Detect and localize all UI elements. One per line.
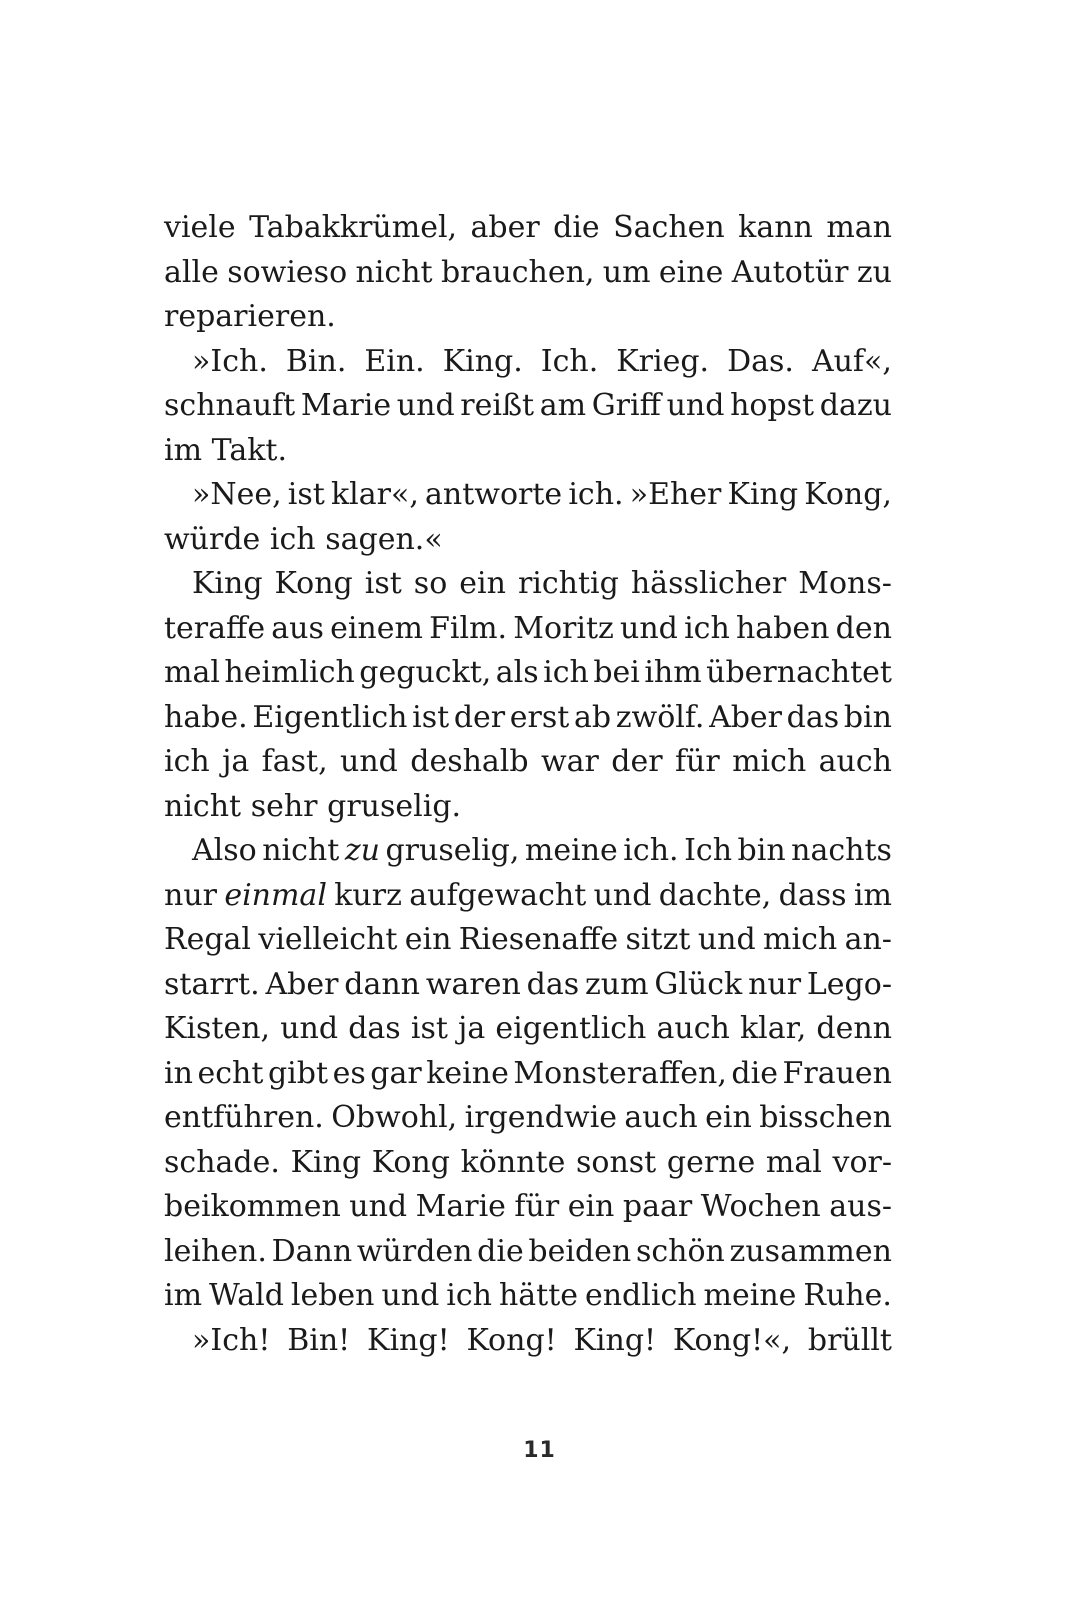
word: ich xyxy=(684,610,730,646)
word: denn xyxy=(816,1011,892,1046)
word: hässlicher xyxy=(630,566,787,601)
word: Autotür xyxy=(731,254,849,290)
text-line xyxy=(164,562,892,607)
word: geguckt, xyxy=(359,655,492,690)
text-line xyxy=(164,696,892,741)
word: vielleicht xyxy=(258,922,398,957)
word: meine xyxy=(524,833,618,868)
word: klar, xyxy=(740,1011,807,1046)
text-line xyxy=(164,340,892,385)
word: paar xyxy=(622,1189,693,1224)
word: und xyxy=(396,388,455,423)
word: ich. xyxy=(568,477,624,512)
word: ich xyxy=(164,744,210,779)
word: dachte, xyxy=(658,877,772,913)
word: Obwohl, xyxy=(331,1100,458,1135)
word: ja xyxy=(222,744,250,779)
word: aus xyxy=(271,610,324,646)
word: hätte xyxy=(498,1278,579,1313)
word: alle xyxy=(164,254,219,290)
page-number: 11 xyxy=(523,1438,556,1463)
word: Takt. xyxy=(211,432,287,468)
word: brüllt xyxy=(807,1322,892,1358)
word: Riesenaffe xyxy=(458,922,619,957)
word: Ich. xyxy=(540,343,599,379)
word: Kong, xyxy=(804,477,892,512)
word: King xyxy=(192,566,263,601)
word: ich xyxy=(446,1278,492,1313)
word: gibt xyxy=(267,1055,329,1091)
text-line xyxy=(164,785,892,830)
word: King! xyxy=(367,1322,450,1358)
word: sitzt xyxy=(625,922,691,957)
word: Monsteraffen, xyxy=(513,1055,727,1091)
word: und xyxy=(697,922,756,957)
word: ich xyxy=(543,655,589,690)
word: die xyxy=(477,1233,524,1269)
word: und xyxy=(349,1189,408,1224)
text-line xyxy=(164,1141,892,1186)
word: es xyxy=(332,1055,366,1091)
word: in xyxy=(164,1055,193,1091)
word: ist xyxy=(364,566,402,601)
word: vor- xyxy=(832,1144,892,1180)
word: Frauen xyxy=(782,1055,892,1091)
word: hopst xyxy=(730,388,815,423)
word: nur xyxy=(164,877,217,913)
word: um xyxy=(602,254,651,290)
word: an- xyxy=(844,922,892,957)
word: habe. xyxy=(164,699,248,735)
word: »Nee, xyxy=(192,477,282,512)
word: Wald xyxy=(209,1278,284,1313)
word: ist xyxy=(410,1011,448,1046)
word: einem xyxy=(330,610,423,646)
word: den xyxy=(835,610,892,646)
word: beiden xyxy=(528,1233,632,1269)
word: das xyxy=(526,966,580,1002)
word: mich xyxy=(763,922,838,957)
word: ein xyxy=(705,1100,752,1135)
word: leihen. xyxy=(164,1233,267,1269)
word: Tabakkrümel, xyxy=(249,210,458,245)
text-line xyxy=(164,874,892,919)
text-line xyxy=(164,1319,892,1364)
word: Lego- xyxy=(806,966,892,1002)
text-line xyxy=(164,518,892,563)
text-line xyxy=(164,473,892,518)
word: gruselig, xyxy=(385,833,520,868)
word: deshalb xyxy=(410,744,529,779)
word: und xyxy=(381,1278,440,1313)
text-line xyxy=(164,651,892,696)
text-line xyxy=(164,206,892,251)
word: im xyxy=(164,1278,203,1313)
text-line xyxy=(164,1007,892,1052)
text-line xyxy=(164,829,892,874)
word: ab xyxy=(573,699,612,735)
word: nicht xyxy=(164,788,242,824)
word: ich. xyxy=(623,833,679,868)
word: irgendwie xyxy=(464,1100,618,1135)
word: keine xyxy=(426,1055,509,1091)
word: mal xyxy=(765,1144,822,1180)
word: schade. xyxy=(164,1144,280,1180)
word: einmal xyxy=(224,877,327,913)
word: zu xyxy=(856,254,892,290)
word: und xyxy=(666,388,725,423)
word: nur xyxy=(748,966,802,1002)
word: eine xyxy=(658,254,724,290)
word: Moritz xyxy=(513,610,614,646)
text-line xyxy=(164,918,892,963)
word: ist xyxy=(412,699,450,735)
word: »Ich. xyxy=(192,343,268,379)
word: dann xyxy=(344,966,420,1002)
word: auch xyxy=(656,1011,730,1046)
word: Kisten, xyxy=(164,1011,271,1046)
word: man xyxy=(826,210,892,245)
word: die xyxy=(553,210,600,245)
word: teraffe xyxy=(164,610,266,646)
word: und xyxy=(280,1011,339,1046)
word: am xyxy=(539,388,587,423)
text-line xyxy=(164,1230,892,1275)
word: reparieren. xyxy=(164,299,336,334)
text-line xyxy=(164,1052,892,1097)
text-line xyxy=(164,740,892,785)
text-line xyxy=(164,1185,892,1230)
word: ja xyxy=(458,1011,486,1046)
word: sehr xyxy=(250,788,318,824)
word: Dann xyxy=(271,1233,353,1269)
word: Glück xyxy=(654,966,743,1002)
word: waren xyxy=(425,966,521,1002)
word: zwölf. xyxy=(615,699,705,735)
word: Marie xyxy=(415,1189,506,1224)
word: würde xyxy=(164,521,261,557)
word: klar«, xyxy=(330,477,419,512)
word: dass xyxy=(778,877,847,913)
word: ist xyxy=(287,477,325,512)
word: Griff xyxy=(591,388,661,423)
word: die xyxy=(731,1055,778,1091)
word: als xyxy=(495,655,539,690)
word: nicht xyxy=(262,833,340,868)
word: King xyxy=(290,1144,362,1180)
word: Kong xyxy=(371,1144,450,1180)
body-text xyxy=(164,206,892,1363)
word: bei xyxy=(593,655,640,690)
word: im xyxy=(853,877,892,913)
word: Bin. xyxy=(285,343,347,379)
word: beikommen xyxy=(164,1189,341,1224)
word: der xyxy=(453,699,506,735)
word: aus- xyxy=(829,1189,892,1224)
word: entführen. xyxy=(164,1100,324,1135)
word: Kong xyxy=(274,566,353,601)
word: aber xyxy=(470,210,540,245)
text-line xyxy=(164,429,892,474)
word: Ich xyxy=(684,833,733,868)
word: King xyxy=(727,477,799,512)
word: das xyxy=(348,1011,401,1046)
word: gruselig. xyxy=(327,788,462,824)
word: Marie xyxy=(300,388,392,423)
word: reißt xyxy=(460,388,535,423)
text-line xyxy=(164,1274,892,1319)
word: Aber xyxy=(709,699,783,735)
word: »Ich! xyxy=(192,1322,271,1358)
word: Mons- xyxy=(798,566,892,601)
word: Sachen xyxy=(613,210,725,245)
text-line xyxy=(164,251,892,296)
word: leben xyxy=(290,1278,375,1313)
word: und xyxy=(593,877,652,913)
word: gar xyxy=(370,1055,422,1091)
word: erst xyxy=(509,699,570,735)
word: Film. xyxy=(429,610,508,646)
word: antworte xyxy=(425,477,563,512)
word: Kong!«, xyxy=(672,1322,792,1358)
word: der xyxy=(611,744,663,779)
text-line xyxy=(164,963,892,1008)
word: Also xyxy=(192,833,257,868)
word: Bin! xyxy=(287,1322,351,1358)
word: schnauft xyxy=(164,388,296,423)
word: Regal xyxy=(164,922,252,957)
word: starrt. xyxy=(164,966,260,1002)
word: aufgewacht xyxy=(409,877,587,913)
word: Kong! xyxy=(466,1322,557,1358)
word: sowieso xyxy=(227,254,348,290)
word: heimlich xyxy=(224,655,355,690)
word: »Eher xyxy=(629,477,722,512)
word: King. xyxy=(442,343,523,379)
word: echt xyxy=(197,1055,264,1091)
word: ein xyxy=(567,1189,615,1224)
word: kann xyxy=(738,210,813,245)
word: und xyxy=(620,610,678,646)
word: zum xyxy=(584,966,649,1002)
word: viele xyxy=(164,210,236,245)
word: so xyxy=(413,566,448,601)
text-line xyxy=(164,384,892,429)
word: nicht xyxy=(355,254,433,290)
word: schön xyxy=(635,1233,725,1269)
word: bin xyxy=(843,699,892,735)
word: zusammen xyxy=(729,1233,892,1269)
word: eigentlich xyxy=(495,1011,647,1046)
word: und xyxy=(340,744,398,779)
word: nachts xyxy=(791,833,892,868)
text-line xyxy=(164,1096,892,1141)
word: mal xyxy=(164,655,220,690)
word: ich xyxy=(269,521,316,557)
word: brauchen, xyxy=(440,254,595,290)
word: ihm xyxy=(644,655,702,690)
word: sonst xyxy=(575,1144,657,1180)
word: Ruhe. xyxy=(803,1278,892,1313)
word: kurz xyxy=(334,877,402,913)
word: gerne xyxy=(666,1144,756,1180)
word: bisschen xyxy=(759,1100,892,1135)
word: Ein. xyxy=(364,343,425,379)
word: Krieg. xyxy=(616,343,710,379)
word: meine xyxy=(703,1278,797,1313)
text-line xyxy=(164,607,892,652)
word: das xyxy=(786,699,840,735)
word: würden xyxy=(356,1233,473,1269)
word: ein xyxy=(404,922,452,957)
word: übernachtet xyxy=(706,655,892,690)
word: auch xyxy=(624,1100,698,1135)
word: endlich xyxy=(584,1278,697,1313)
word: Eigentlich xyxy=(252,699,408,735)
word: King! xyxy=(573,1322,657,1358)
word: dazu xyxy=(819,388,892,423)
word: Auf«, xyxy=(811,343,892,379)
word: sagen.« xyxy=(325,521,443,557)
text-line xyxy=(164,295,892,340)
word: mich xyxy=(732,744,807,779)
word: im xyxy=(164,432,203,468)
word: zu xyxy=(344,833,380,868)
word: war xyxy=(540,744,599,779)
word: fast, xyxy=(261,744,328,779)
word: bin xyxy=(737,833,786,868)
word: für xyxy=(514,1189,560,1224)
word: auch xyxy=(818,744,892,779)
word: könnte xyxy=(460,1144,566,1180)
word: für xyxy=(674,744,720,779)
word: Das. xyxy=(727,343,794,379)
word: Wochen xyxy=(700,1189,821,1224)
word: ein xyxy=(459,566,506,601)
word: haben xyxy=(735,610,830,646)
word: Aber xyxy=(265,966,339,1002)
word: richtig xyxy=(517,566,619,601)
